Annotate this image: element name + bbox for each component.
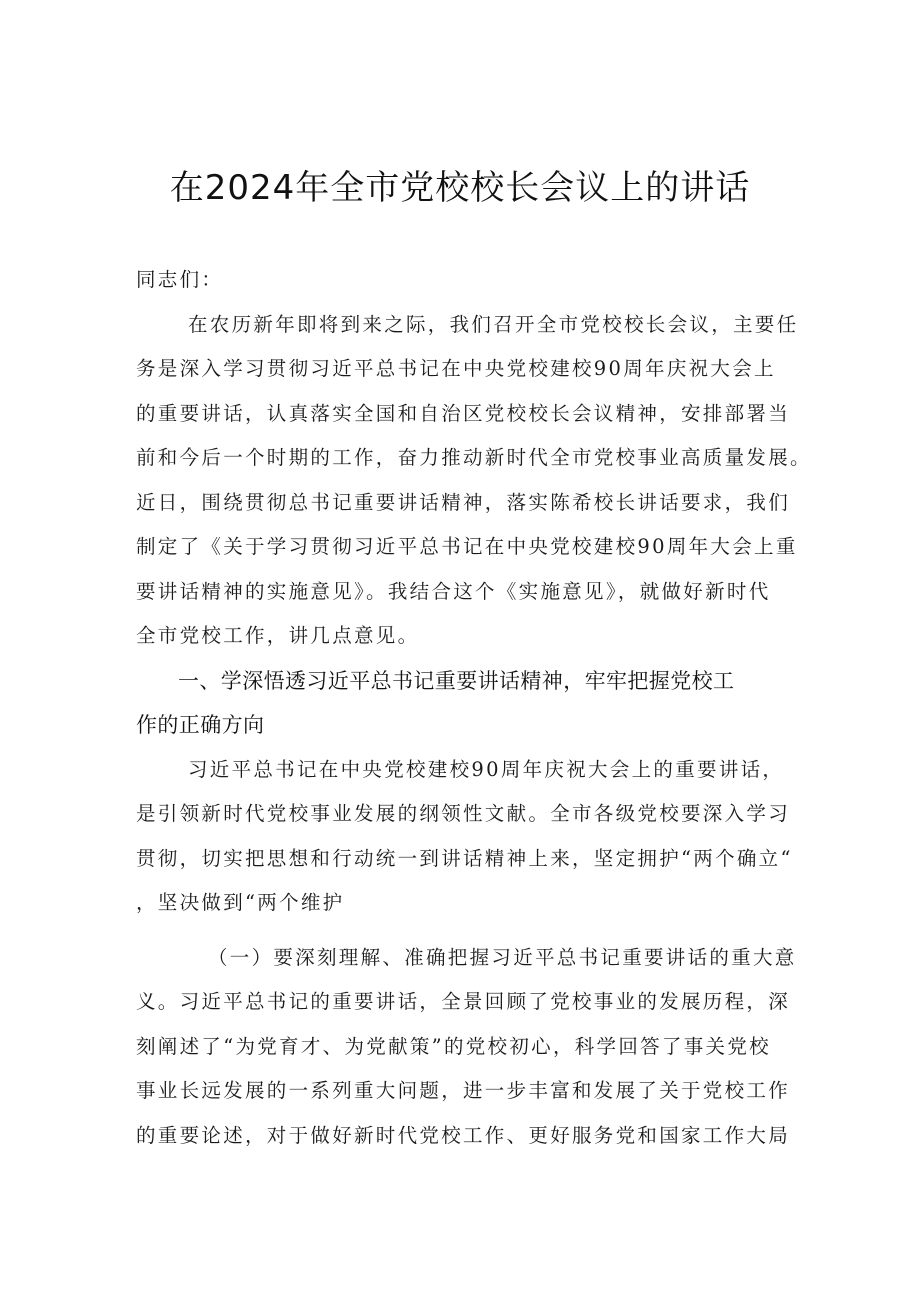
- paragraph2-line: 贯彻，切实把思想和行动统一到讲话精神上来，坚定拥护“两个确立“: [136, 846, 793, 870]
- paragraph3-line: （一）要深刻理解、准确把握习近平总书记重要讲话的重大意: [208, 945, 797, 969]
- paragraph1-line: 前和今后一个时期的工作，奋力推动新时代全市党校事业高质量发展。: [136, 446, 812, 469]
- paragraph1-line: 近日，围绕贯彻总书记重要讲话精神，落实陈希校长讲话要求，我们: [136, 490, 791, 514]
- paragraph1-line: 务是深入学习贯彻习近平总书记在中央党校建校90周年庆祝大会上: [136, 357, 776, 380]
- paragraph2-line: 习近平总书记在中央党校建校90周年庆祝大会上的重要讲话，: [188, 757, 785, 781]
- paragraph1-line: 在农历新年即将到来之际，我们召开全市党校校长会议，主要任: [188, 312, 799, 336]
- paragraph3-line: 事业长远发展的一系列重大问题，进一步丰富和发展了关于党校工作: [136, 1079, 791, 1102]
- salutation: 同志们：: [136, 268, 224, 291]
- paragraph3-line: 义。习近平总书记的重要讲话，全景回顾了党校事业的发展历程，深: [136, 990, 791, 1013]
- paragraph1-line: 要讲话精神的实施意见》。我结合这个《实施意见》，就做好新时代: [136, 579, 771, 603]
- paragraph1-line: 制定了《关于学习贯彻习近平总书记在中央党校建校90周年大会上重: [136, 535, 798, 558]
- document-body: [136, 258, 812, 1158]
- paragraph-gap: [136, 926, 796, 936]
- paragraph2-line: 是引领新时代党校事业发展的纲领性文献。全市各级党校要深入学习: [136, 802, 791, 825]
- paragraph3-line: 的重要论述，对于做好新时代党校工作、更好服务党和国家工作大局: [136, 1123, 791, 1147]
- document-title: 在2024年全市党校校长会议上的讲话: [169, 168, 751, 208]
- section-heading: 一、学深悟透习近平总书记重要讲话精神，牢牢把握党校工: [178, 668, 735, 693]
- paragraph3-line: 刻阐述了“为党育才、为党献策”的党校初心，科学回答了事关党校: [136, 1034, 771, 1058]
- section-heading: 作的正确方向: [136, 713, 265, 737]
- paragraph1-line: 的重要讲话，认真落实全国和自治区党校校长会议精神，安排部署当: [136, 401, 791, 425]
- paragraph2-line: ，坚决做到“两个维护: [136, 891, 345, 914]
- paragraph1-line: 全市党校工作，讲几点意见。: [136, 624, 420, 647]
